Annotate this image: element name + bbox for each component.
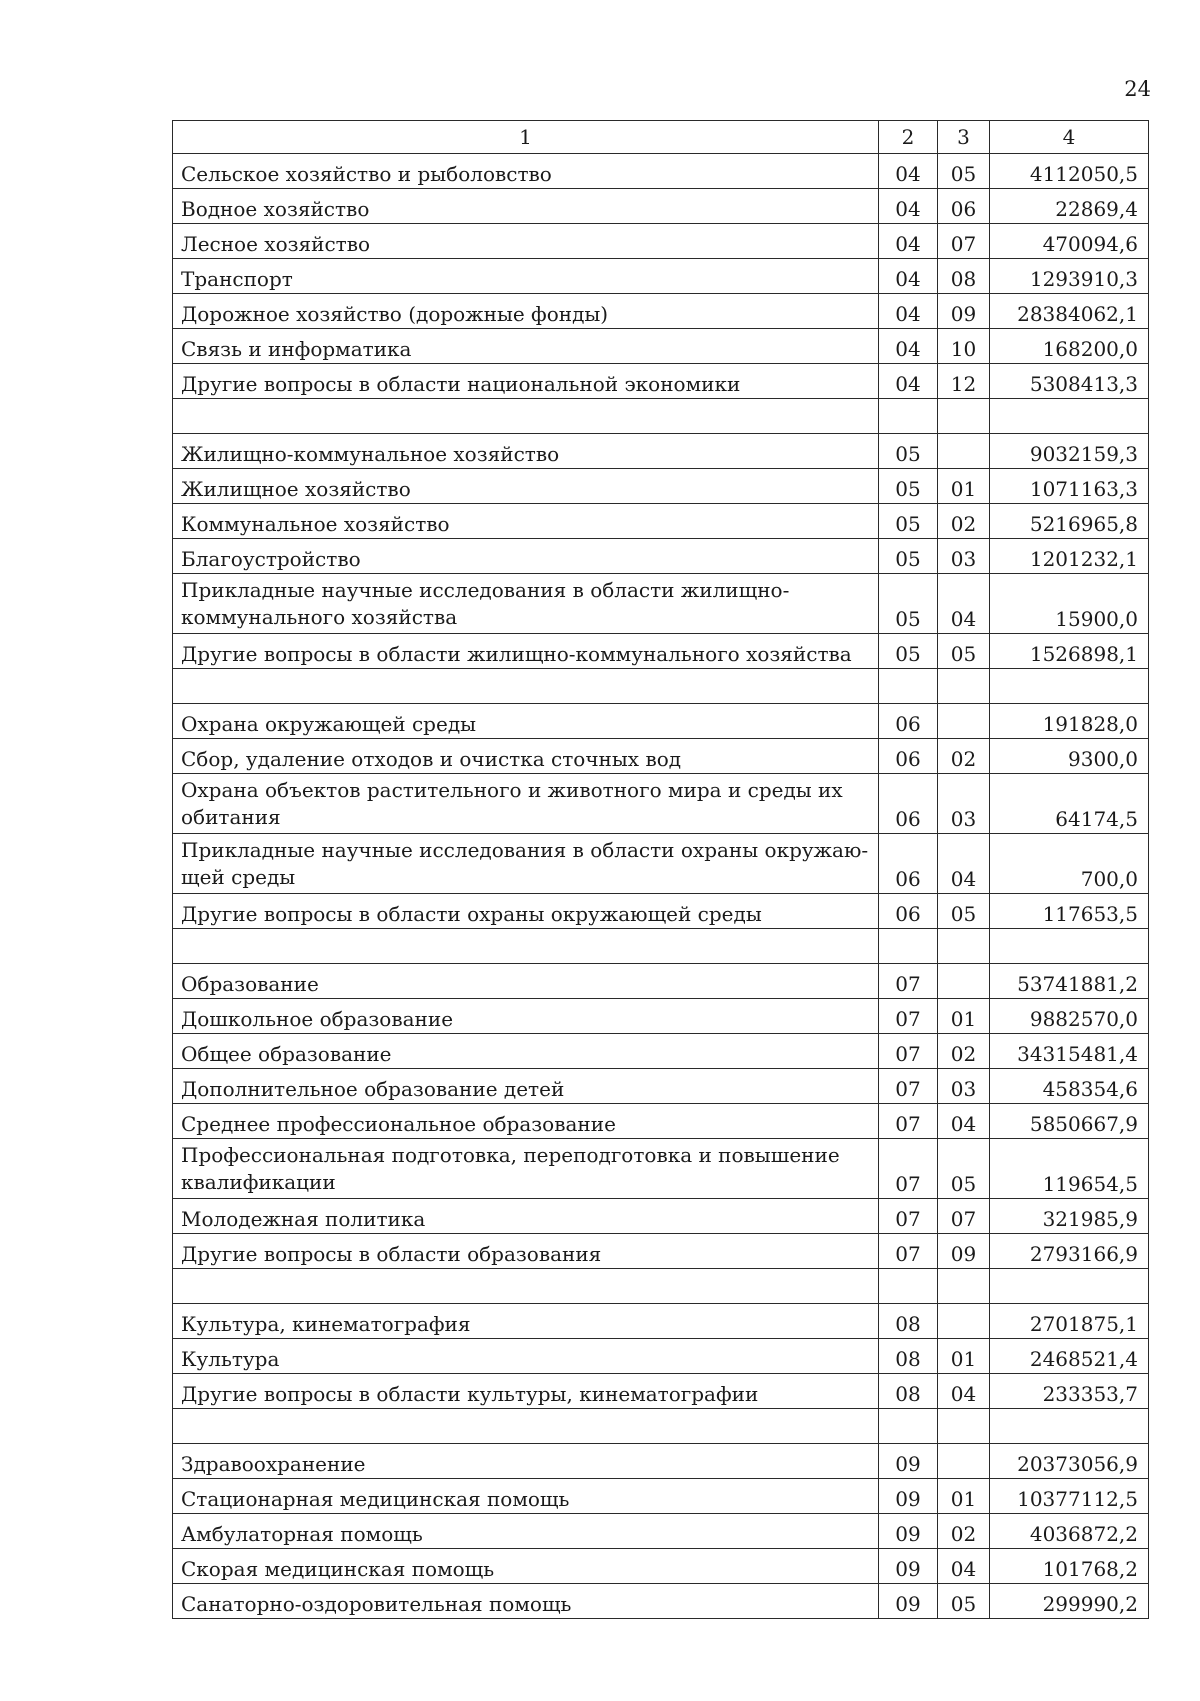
table-row [173, 434, 1149, 469]
table-row [173, 834, 1149, 894]
table-row [173, 739, 1149, 774]
name-cell: Жилищное хозяйство [173, 469, 879, 504]
table-row [173, 574, 1149, 634]
subsection-code-cell: 02 [938, 504, 990, 539]
amount-cell: 9300,0 [990, 739, 1149, 774]
empty-cell [938, 669, 990, 704]
name-cell: Дошкольное образование [173, 999, 879, 1034]
table-header [173, 121, 1149, 154]
section-code-cell: 08 [879, 1339, 938, 1374]
header-col-4: 4 [990, 121, 1149, 154]
table-row [173, 1549, 1149, 1584]
amount-cell: 5216965,8 [990, 504, 1149, 539]
section-code-cell: 07 [879, 1034, 938, 1069]
subsection-code-cell: 06 [938, 189, 990, 224]
amount-cell: 22869,4 [990, 189, 1149, 224]
empty-cell [173, 1409, 879, 1444]
table-row [173, 964, 1149, 999]
empty-cell [938, 1269, 990, 1304]
table-row [173, 1444, 1149, 1479]
subsection-code-cell [938, 704, 990, 739]
name-cell: Культура, кинематография [173, 1304, 879, 1339]
section-code-cell: 04 [879, 224, 938, 259]
amount-cell: 4036872,2 [990, 1514, 1149, 1549]
section-code-cell: 07 [879, 1104, 938, 1139]
section-code-cell: 04 [879, 154, 938, 189]
amount-cell: 1293910,3 [990, 259, 1149, 294]
subsection-code-cell: 02 [938, 1034, 990, 1069]
spacer-row [173, 399, 1149, 434]
subsection-code-cell: 09 [938, 294, 990, 329]
section-code-cell: 05 [879, 504, 938, 539]
name-cell: Другие вопросы в области охраны окружающей среды [173, 894, 879, 929]
section-code-cell: 05 [879, 574, 938, 634]
table-row [173, 294, 1149, 329]
subsection-code-cell: 07 [938, 224, 990, 259]
spacer-row [173, 929, 1149, 964]
header-row [173, 121, 1149, 154]
name-cell: Культура [173, 1339, 879, 1374]
empty-cell [938, 399, 990, 434]
subsection-code-cell: 04 [938, 834, 990, 894]
amount-cell: 53741881,2 [990, 964, 1149, 999]
name-cell: Амбулаторная помощь [173, 1514, 879, 1549]
table-row [173, 1199, 1149, 1234]
subsection-code-cell [938, 1304, 990, 1339]
empty-cell [879, 1409, 938, 1444]
amount-cell: 9882570,0 [990, 999, 1149, 1034]
name-cell: Общее образование [173, 1034, 879, 1069]
subsection-code-cell: 03 [938, 1069, 990, 1104]
empty-cell [173, 399, 879, 434]
subsection-code-cell: 05 [938, 634, 990, 669]
section-code-cell: 06 [879, 894, 938, 929]
name-cell: Среднее профессиональное образование [173, 1104, 879, 1139]
name-cell: Здравоохранение [173, 1444, 879, 1479]
header-col-3: 3 [938, 121, 990, 154]
spacer-row [173, 1409, 1149, 1444]
empty-cell [938, 929, 990, 964]
amount-cell: 2701875,1 [990, 1304, 1149, 1339]
empty-cell [879, 929, 938, 964]
name-cell: Молодежная политика [173, 1199, 879, 1234]
amount-cell: 299990,2 [990, 1584, 1149, 1619]
section-code-cell: 06 [879, 739, 938, 774]
empty-cell [879, 669, 938, 704]
subsection-code-cell: 08 [938, 259, 990, 294]
name-cell: Коммунальное хозяйство [173, 504, 879, 539]
section-code-cell: 07 [879, 1234, 938, 1269]
subsection-code-cell: 02 [938, 739, 990, 774]
table-row [173, 1479, 1149, 1514]
section-code-cell: 09 [879, 1444, 938, 1479]
section-code-cell: 05 [879, 434, 938, 469]
amount-cell: 1201232,1 [990, 539, 1149, 574]
name-cell: Прикладные научные исследования в области охраны окружаю-щей среды [173, 834, 879, 894]
section-code-cell: 06 [879, 834, 938, 894]
name-cell: Благоустройство [173, 539, 879, 574]
subsection-code-cell: 01 [938, 1339, 990, 1374]
subsection-code-cell: 10 [938, 329, 990, 364]
subsection-code-cell: 09 [938, 1234, 990, 1269]
table-row [173, 504, 1149, 539]
empty-cell [938, 1409, 990, 1444]
subsection-code-cell [938, 434, 990, 469]
subsection-code-cell: 02 [938, 1514, 990, 1549]
table-row [173, 1514, 1149, 1549]
subsection-code-cell: 07 [938, 1199, 990, 1234]
amount-cell: 5850667,9 [990, 1104, 1149, 1139]
section-code-cell: 04 [879, 259, 938, 294]
name-cell: Санаторно-оздоровительная помощь [173, 1584, 879, 1619]
table-row [173, 774, 1149, 834]
subsection-code-cell: 04 [938, 574, 990, 634]
section-code-cell: 09 [879, 1479, 938, 1514]
name-cell: Другие вопросы в области национальной экономики [173, 364, 879, 399]
name-cell: Другие вопросы в области образования [173, 1234, 879, 1269]
subsection-code-cell: 04 [938, 1104, 990, 1139]
table-row [173, 224, 1149, 259]
spacer-row [173, 1269, 1149, 1304]
amount-cell: 20373056,9 [990, 1444, 1149, 1479]
amount-cell: 34315481,4 [990, 1034, 1149, 1069]
amount-cell: 1071163,3 [990, 469, 1149, 504]
name-cell: Сельское хозяйство и рыболовство [173, 154, 879, 189]
subsection-code-cell: 05 [938, 1584, 990, 1619]
subsection-code-cell: 12 [938, 364, 990, 399]
section-code-cell: 08 [879, 1304, 938, 1339]
name-cell: Связь и информатика [173, 329, 879, 364]
empty-cell [173, 1269, 879, 1304]
amount-cell: 470094,6 [990, 224, 1149, 259]
header-col-2: 2 [879, 121, 938, 154]
table-row [173, 154, 1149, 189]
section-code-cell: 04 [879, 294, 938, 329]
subsection-code-cell: 05 [938, 154, 990, 189]
amount-cell: 5308413,3 [990, 364, 1149, 399]
table-row [173, 1304, 1149, 1339]
amount-cell: 4112050,5 [990, 154, 1149, 189]
table-row [173, 469, 1149, 504]
section-code-cell: 08 [879, 1374, 938, 1409]
amount-cell: 10377112,5 [990, 1479, 1149, 1514]
spacer-row [173, 669, 1149, 704]
amount-cell: 191828,0 [990, 704, 1149, 739]
amount-cell: 1526898,1 [990, 634, 1149, 669]
amount-cell: 458354,6 [990, 1069, 1149, 1104]
section-code-cell: 07 [879, 1199, 938, 1234]
name-cell: Дополнительное образование детей [173, 1069, 879, 1104]
table-row [173, 1374, 1149, 1409]
subsection-code-cell [938, 964, 990, 999]
subsection-code-cell: 05 [938, 1139, 990, 1199]
table-row [173, 1339, 1149, 1374]
section-code-cell: 09 [879, 1584, 938, 1619]
section-code-cell: 06 [879, 704, 938, 739]
name-cell: Стационарная медицинская помощь [173, 1479, 879, 1514]
name-cell: Охрана окружающей среды [173, 704, 879, 739]
name-cell: Профессиональная подготовка, переподготовка и повышение квалификации [173, 1139, 879, 1199]
amount-cell: 117653,5 [990, 894, 1149, 929]
name-cell: Водное хозяйство [173, 189, 879, 224]
table-row [173, 189, 1149, 224]
table-row [173, 1139, 1149, 1199]
subsection-code-cell [938, 1444, 990, 1479]
subsection-code-cell: 01 [938, 469, 990, 504]
section-code-cell: 07 [879, 964, 938, 999]
table-row [173, 1034, 1149, 1069]
name-cell: Сбор, удаление отходов и очистка сточных вод [173, 739, 879, 774]
section-code-cell: 05 [879, 539, 938, 574]
section-code-cell: 07 [879, 1069, 938, 1104]
name-cell: Другие вопросы в области культуры, кинематографии [173, 1374, 879, 1409]
budget-table [172, 120, 1149, 1619]
amount-cell: 9032159,3 [990, 434, 1149, 469]
subsection-code-cell: 05 [938, 894, 990, 929]
table-row [173, 1104, 1149, 1139]
amount-cell: 28384062,1 [990, 294, 1149, 329]
amount-cell: 101768,2 [990, 1549, 1149, 1584]
subsection-code-cell: 01 [938, 1479, 990, 1514]
name-cell: Лесное хозяйство [173, 224, 879, 259]
table-row [173, 1234, 1149, 1269]
amount-cell: 700,0 [990, 834, 1149, 894]
amount-cell: 233353,7 [990, 1374, 1149, 1409]
empty-cell [990, 1269, 1149, 1304]
amount-cell: 321985,9 [990, 1199, 1149, 1234]
section-code-cell: 04 [879, 329, 938, 364]
subsection-code-cell: 04 [938, 1374, 990, 1409]
table-row [173, 704, 1149, 739]
section-code-cell: 04 [879, 364, 938, 399]
subsection-code-cell: 03 [938, 774, 990, 834]
name-cell: Прикладные научные исследования в области жилищно-коммунального хозяйства [173, 574, 879, 634]
empty-cell [990, 399, 1149, 434]
name-cell: Скорая медицинская помощь [173, 1549, 879, 1584]
subsection-code-cell: 03 [938, 539, 990, 574]
table-row [173, 894, 1149, 929]
amount-cell: 2793166,9 [990, 1234, 1149, 1269]
section-code-cell: 05 [879, 469, 938, 504]
table-body [173, 154, 1149, 1619]
table-row [173, 364, 1149, 399]
empty-cell [990, 929, 1149, 964]
name-cell: Жилищно-коммунальное хозяйство [173, 434, 879, 469]
page-number: 24 [1124, 77, 1151, 101]
name-cell: Другие вопросы в области жилищно-коммунального хозяйства [173, 634, 879, 669]
section-code-cell: 09 [879, 1549, 938, 1584]
table-row [173, 539, 1149, 574]
table-row [173, 329, 1149, 364]
name-cell: Охрана объектов растительного и животного мира и среды их обитания [173, 774, 879, 834]
table-row [173, 999, 1149, 1034]
section-code-cell: 07 [879, 999, 938, 1034]
section-code-cell: 04 [879, 189, 938, 224]
amount-cell: 168200,0 [990, 329, 1149, 364]
table-row [173, 634, 1149, 669]
name-cell: Транспорт [173, 259, 879, 294]
empty-cell [879, 399, 938, 434]
amount-cell: 64174,5 [990, 774, 1149, 834]
subsection-code-cell: 04 [938, 1549, 990, 1584]
empty-cell [173, 929, 879, 964]
table-row [173, 1069, 1149, 1104]
empty-cell [990, 1409, 1149, 1444]
section-code-cell: 05 [879, 634, 938, 669]
header-col-1: 1 [173, 121, 879, 154]
section-code-cell: 09 [879, 1514, 938, 1549]
subsection-code-cell: 01 [938, 999, 990, 1034]
empty-cell [990, 669, 1149, 704]
name-cell: Дорожное хозяйство (дорожные фонды) [173, 294, 879, 329]
amount-cell: 2468521,4 [990, 1339, 1149, 1374]
empty-cell [173, 669, 879, 704]
name-cell: Образование [173, 964, 879, 999]
amount-cell: 15900,0 [990, 574, 1149, 634]
section-code-cell: 07 [879, 1139, 938, 1199]
amount-cell: 119654,5 [990, 1139, 1149, 1199]
table-row [173, 1584, 1149, 1619]
empty-cell [879, 1269, 938, 1304]
section-code-cell: 06 [879, 774, 938, 834]
table-row [173, 259, 1149, 294]
